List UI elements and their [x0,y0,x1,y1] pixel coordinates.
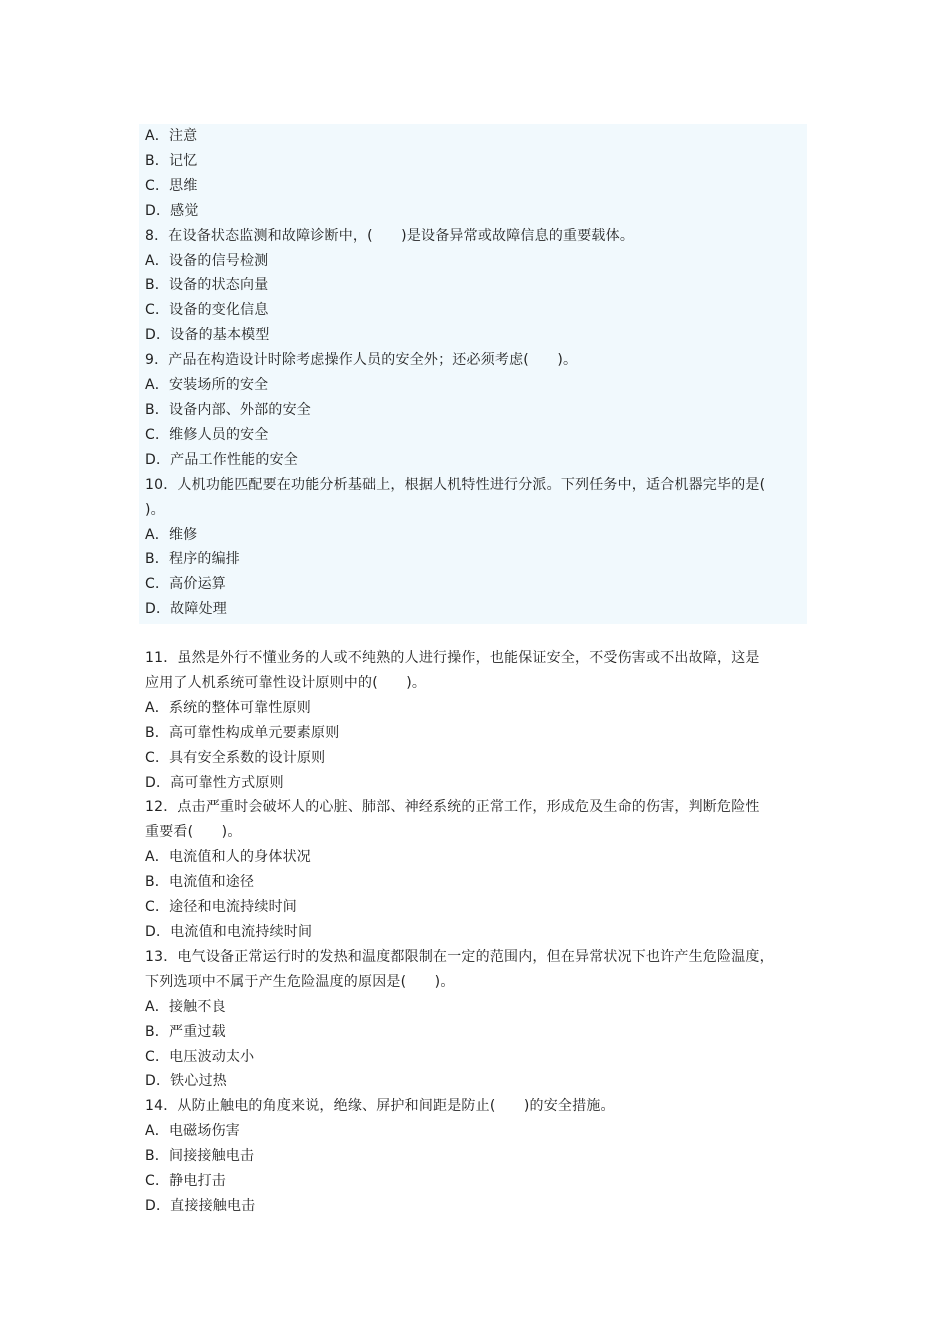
option-line: A．安装场所的安全 [145,377,269,394]
option-line: D．电流值和电流持续时间 [145,923,313,940]
option-line: B．设备内部、外部的安全 [145,401,312,418]
question-12: 12．点击严重时会破坏人的心脏、肺部、神经系统的正常工作，形成危及生命的伤害，判断危险性 [145,799,760,816]
option-line: C．具有安全系数的设计原则 [145,749,326,766]
option-line: B．设备的状态向量 [145,277,269,294]
option-line: B．程序的编排 [145,551,241,568]
option-line: B．高可靠性构成单元要素原则 [145,724,340,741]
option-line: D．铁心过热 [145,1073,227,1090]
option-line: C．静电打击 [145,1173,226,1190]
option-line: D．直接接触电击 [145,1197,256,1214]
question-8: 8．在设备状态监测和故障诊断中，( )是设备异常或故障信息的重要载体。 [145,227,635,244]
question-13: 13．电气设备正常运行时的发热和温度都限制在一定的范围内，但在异常状况下也许产生危险温度， [145,948,774,965]
option-line: C．途径和电流持续时间 [145,899,297,916]
option-line: B．电流值和途径 [145,874,255,891]
plain-question-block [139,646,807,1219]
option-line: C．电压波动太小 [145,1048,255,1065]
option-line: D．感觉 [145,202,199,219]
option-line: B．间接接触电击 [145,1148,255,1165]
option-line: A．维修 [145,526,198,543]
question-14: 14．从防止触电的角度来说，绝缘、屏护和间距是防止( )的安全措施。 [145,1098,615,1115]
option-line: A．注意 [145,128,198,144]
option-line: A．系统的整体可靠性原则 [145,699,311,716]
option-line: B．记忆 [145,152,198,169]
question-12-continued: 重要看( )。 [145,824,242,841]
question-10: 10．人机功能匹配要在功能分析基础上，根据人机特性进行分派。下列任务中，适合机器完毕的是( [145,476,766,493]
option-line: B．严重过载 [145,1023,226,1040]
question-10-continued: )。 [145,501,165,518]
option-line: D．高可靠性方式原则 [145,774,284,791]
option-line: A．电磁场伤害 [145,1123,240,1140]
shaded-question-block [139,124,807,624]
option-line: A．接触不良 [145,998,226,1015]
option-line: A．设备的信号检测 [145,252,269,269]
option-line: C．思维 [145,177,198,194]
question-11-continued: 应用了人机系统可靠性设计原则中的( )。 [145,674,427,691]
question-9: 9．产品在构造设计时除考虑操作人员的安全外；还必须考虑( )。 [145,352,578,369]
option-line: C．维修人员的安全 [145,426,269,443]
question-11: 11．虽然是外行不懂业务的人或不纯熟的人进行操作，也能保证安全，不受伤害或不出故障，这是 [145,650,760,666]
option-line: D．设备的基本模型 [145,327,270,344]
option-line: C．设备的变化信息 [145,302,269,319]
option-line: C．高价运算 [145,576,226,593]
option-line: A．电流值和人的身体状况 [145,849,311,866]
option-line: D．故障处理 [145,601,227,618]
option-line: D．产品工作性能的安全 [145,451,298,468]
question-13-continued: 下列选项中不属于产生危险温度的原因是( )。 [145,973,455,990]
